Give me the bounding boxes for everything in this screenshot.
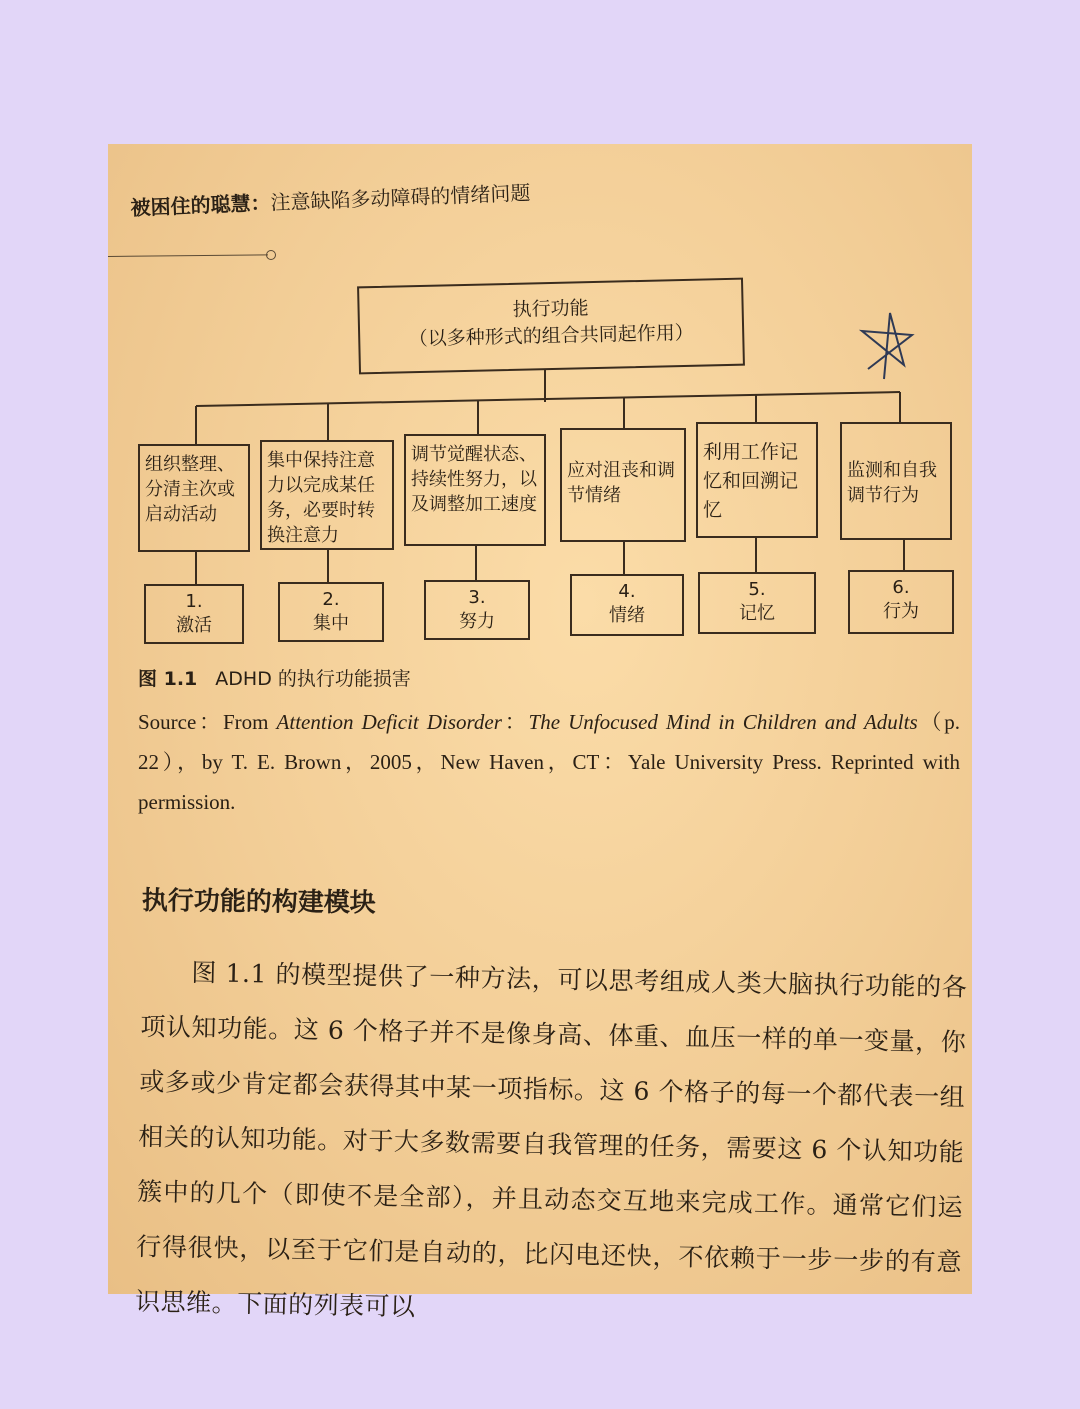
category-box-activation [144, 584, 244, 644]
category-number-1: 1. [185, 591, 203, 612]
category-box-focus [278, 582, 384, 642]
category-label-6: 行为 [883, 601, 919, 622]
source-colon: ： [501, 710, 529, 734]
category-number-3: 3. [468, 587, 486, 608]
running-head-subtitle: 注意缺陷多动障碍的情绪问题 [270, 180, 531, 215]
category-box-memory [698, 572, 816, 634]
source-details: （p. 22），by T. E. Brown，2005，New Haven，CT：Yale University Press. Reprinted with permission. [138, 710, 961, 814]
source-book-title: Attention Deficit Disorder [276, 710, 502, 734]
handwritten-star-icon [856, 309, 916, 381]
category-number-6: 6. [892, 577, 910, 598]
desc-box-6 [840, 422, 952, 540]
desc-text-5: 利用工作记忆和回溯记忆 [703, 441, 799, 521]
figure-source [138, 702, 960, 822]
top-box-subtitle: （以多种形式的组合共同起作用） [408, 321, 694, 351]
top-box-title: 执行功能 [512, 297, 589, 321]
source-book-subtitle: The Unfocused Mind in Children and Adults [528, 710, 918, 734]
figure-title: ADHD 的执行功能损害 [215, 668, 411, 690]
running-head-book-title: 被困住的聪慧： [130, 190, 271, 220]
figure-number: 图 1.1 [138, 668, 198, 690]
category-label-4: 情绪 [609, 605, 645, 626]
desc-box-4 [560, 428, 686, 542]
category-number-5: 5. [748, 579, 766, 600]
source-prefix: Source：From [138, 710, 277, 734]
desc-text-3: 调节觉醒状态、持续性努力，以及调整加工速度 [411, 444, 537, 515]
executive-function-diagram [108, 144, 972, 664]
category-label-5: 记忆 [739, 603, 775, 624]
category-label-2: 集中 [313, 613, 349, 634]
desc-text-2: 集中保持注意力以完成某任务，必要时转换注意力 [267, 450, 375, 546]
category-label-3: 努力 [459, 611, 495, 632]
top-box-executive-function [357, 278, 745, 375]
body-paragraph: 图 1.1 的模型提供了一种方法，可以思考组成人类大脑执行功能的各项认知功能。这 6 个格子并不是像身高、体重、血压一样的单一变量，你或多或少肯定都会获得其中某一项指标。这 6 个格子的每一个都代表一组相关的认知功能。对于大多数需要自我管理的任务，需要这 6 个认知功能簇中的几个（即使不是全部），并且动态交互地来完成工作。通常它们运行得很快，以至于它们是自动的，比闪电还快，不依赖于一步一步的有意识思维。下面的列表可以 [134, 957, 968, 1322]
desc-box-3 [404, 434, 546, 546]
desc-text-4: 应对沮丧和调节情绪 [567, 460, 675, 506]
desc-box-5 [696, 422, 818, 538]
desc-box-1 [138, 444, 250, 552]
category-box-effort [424, 580, 530, 640]
section-title: 执行功能的构建模块 [141, 885, 376, 919]
book-page [108, 144, 972, 1322]
figure-caption [138, 664, 411, 691]
desc-text-6: 监测和自我调节行为 [847, 460, 937, 506]
category-box-emotion [570, 574, 684, 636]
desc-box-2 [260, 440, 394, 550]
desc-text-1: 组织整理、分清主次或启动活动 [145, 454, 235, 525]
category-label-1: 激活 [176, 615, 212, 636]
category-box-action [848, 570, 954, 634]
category-number-2: 2. [322, 589, 340, 610]
category-number-4: 4. [618, 581, 636, 602]
